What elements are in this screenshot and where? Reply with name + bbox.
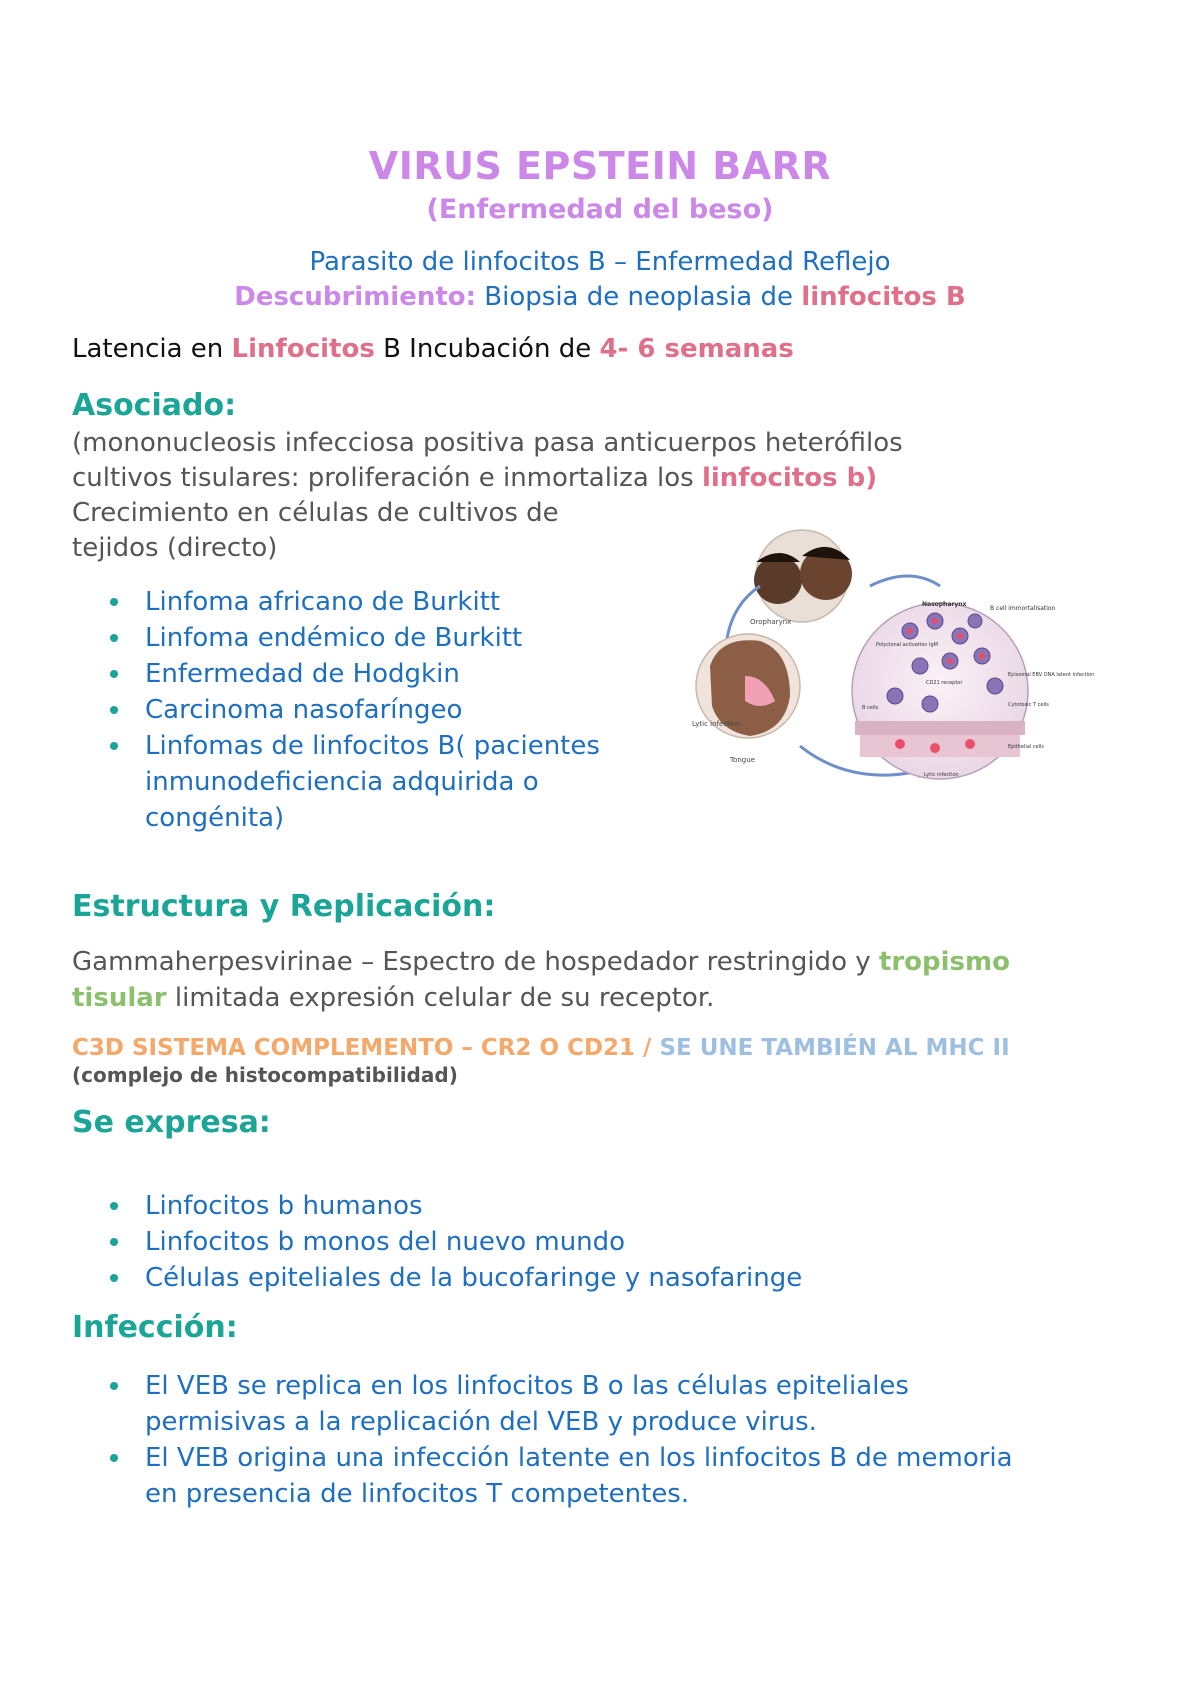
fig-label: B cell immortalisation [990,605,1056,612]
list-item-text-cont: congénita) [145,803,285,833]
latency-highlight2: 4- 6 semanas [599,334,794,364]
list-item-text: Linfoma africano de Burkitt [145,587,501,617]
discovery-highlight: linfocitos B [801,282,966,312]
list-item-text: Linfocitos b humanos [145,1191,423,1221]
bullet [110,1238,118,1246]
associated-para-line2-text: cultivos tisulares: proliferación e inmortaliza los [72,463,702,493]
latency-line [72,334,794,364]
list-item [72,620,600,656]
bullet [110,670,118,678]
bullet [110,598,118,606]
list-item [72,692,600,728]
fig-label: Episomal EBV DNA latent infection [1008,672,1095,678]
discovery-label: Descubrimiento: [234,282,477,312]
growth-line1: Crecimiento en células de cultivos de [72,498,559,528]
list-item-text: Enfermedad de Hodgkin [145,659,460,689]
fig-label: Cytotoxic T cells [1008,702,1049,708]
list-item [72,1224,802,1260]
discovery-text: Biopsia de neoplasia de [476,282,802,312]
list-item-text: El VEB origina una infección latente en los linfocitos B de memoria [145,1443,1013,1473]
fig-label: Nasopharynx [922,601,967,608]
list-item-text: Células epiteliales de la bucofaringe y nasofaringe [145,1263,803,1293]
associated-para-line1: (mononucleosis infecciosa positiva pasa anticuerpos heterófilos [72,428,903,458]
fig-label: CD21 receptor [926,680,963,686]
bullet [110,1454,118,1462]
bullet [110,1274,118,1282]
associated-heading: Asociado: [72,388,237,423]
latency-highlight1: Linfocitos [231,334,375,364]
fig-label: B cells [862,705,879,711]
ebv-infection-illustration [690,526,1095,796]
fig-label: Polyclonal activation IgM [876,642,938,648]
list-item [72,1260,802,1296]
bullet [110,634,118,642]
structure-heading: Estructura y Replicación: [72,889,496,924]
intro-line: Parasito de linfocitos B – Enfermedad Reflejo [309,247,891,277]
latency-part1: Latencia en [72,334,232,364]
growth-line2: tejidos (directo) [72,533,278,563]
structure-line1-highlight: tropismo [878,947,1010,977]
list-item [72,1188,802,1224]
list-item [72,1440,1013,1512]
page-subtitle: (Enfermedad del beso) [426,194,774,225]
list-item-text-cont: permisivas a la replicación del VEB y produce virus. [145,1407,817,1437]
fig-label: Tongue [730,756,755,764]
fig-label: Lytic infection [924,772,959,778]
expresa-heading: Se expresa: [72,1105,271,1140]
bullet [110,706,118,714]
structure-line1 [72,947,1010,977]
list-item-text: Linfomas de linfocitos B( pacientes [145,731,600,761]
list-item-text: El VEB se replica en los linfocitos B o las células epiteliales [145,1371,909,1401]
structure-line2-highlight: tisular [72,983,167,1013]
structure-line2 [72,983,714,1013]
associated-para-line2 [72,463,877,493]
associated-list [72,584,600,836]
page-title: VIRUS EPSTEIN BARR [368,144,832,188]
histocompatibility-note: (complejo de histocompatibilidad) [72,1063,458,1087]
fig-label: Epithelial cells [1008,744,1044,750]
discovery-line [0,282,1200,312]
complement-text: C3D SISTEMA COMPLEMENTO – CR2 O CD21 / [72,1035,660,1061]
list-item-text-cont: inmunodeficiencia adquirida o [145,767,539,797]
infeccion-list [72,1368,1013,1512]
fig-label: Lytic infection [692,720,741,728]
complement-line [72,1035,1010,1061]
list-item-text: Carcinoma nasofaríngeo [145,695,463,725]
latency-part2: B Incubación de [374,334,600,364]
structure-line2-text: limitada expresión celular de su receptor. [166,983,715,1013]
fig-label: Oropharynx [750,618,792,626]
infeccion-heading: Infección: [72,1310,238,1345]
bullet [110,1382,118,1390]
list-item-text: Linfocitos b monos del nuevo mundo [145,1227,626,1257]
structure-line1-text: Gammaherpesvirinae – Espectro de hospedador restringido y [72,947,879,977]
bullet [110,742,118,750]
mhc-text: SE UNE TAMBIÉN AL MHC II [659,1035,1010,1061]
list-item [72,728,600,836]
associated-para-line2-highlight: linfocitos b) [701,463,878,493]
list-item [72,656,600,692]
list-item [72,1368,1013,1440]
list-item [72,584,600,620]
list-item-text-cont: en presencia de linfocitos T competentes. [145,1479,690,1509]
list-item-text: Linfoma endémico de Burkitt [145,623,523,653]
bullet [110,1202,118,1210]
expresa-list [72,1188,802,1296]
